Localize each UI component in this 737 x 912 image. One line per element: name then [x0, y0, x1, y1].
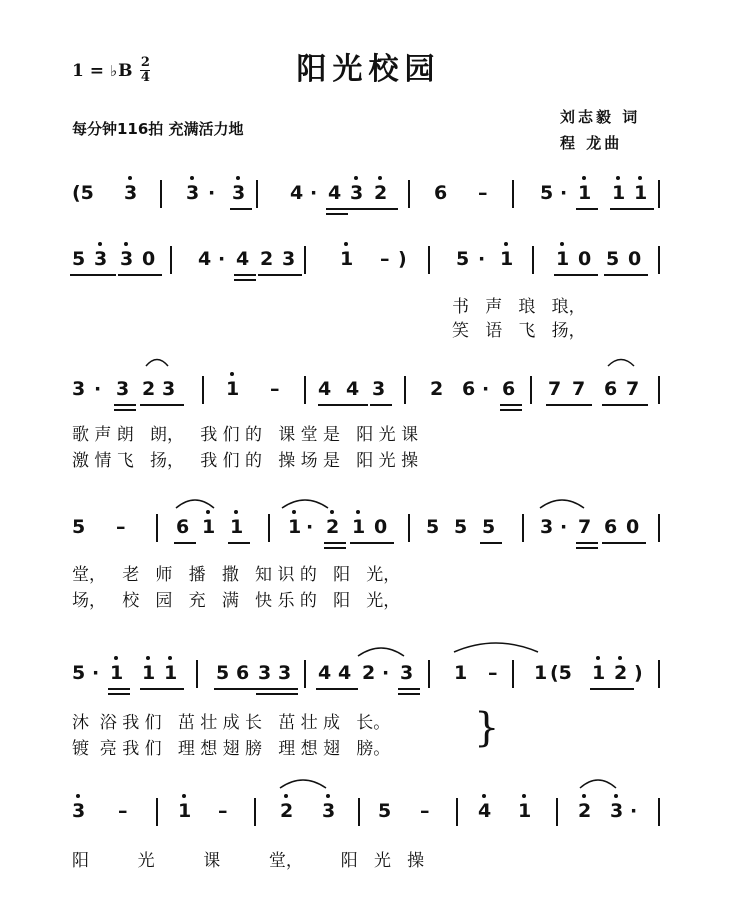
note: 1	[518, 800, 532, 822]
time-signature	[140, 56, 150, 85]
note: 0	[578, 248, 592, 270]
note: 0	[142, 248, 156, 270]
note: 5	[216, 662, 230, 684]
bar-line	[658, 798, 660, 826]
beam-line	[500, 404, 522, 406]
bar-line	[160, 180, 162, 208]
note: –	[478, 182, 488, 204]
note: 3	[94, 248, 108, 270]
note: 4	[236, 248, 250, 270]
key-prefix: 1 =	[72, 60, 104, 81]
flat-sign: ♭	[110, 61, 118, 80]
bar-line	[202, 376, 204, 404]
bar-line	[304, 660, 306, 688]
note: –	[218, 800, 228, 822]
note: –	[116, 516, 126, 538]
octave-dot	[76, 794, 80, 798]
beam-line	[316, 688, 358, 690]
note: 2	[142, 378, 156, 400]
note: ·	[630, 800, 638, 822]
note: 1	[352, 516, 366, 538]
lyric-s3-v1: 歌 声 朗 朗， 我 们 的 课 堂 是 阳 光 课	[72, 425, 419, 445]
octave-dot	[182, 794, 186, 798]
bar-line	[156, 514, 158, 542]
note: 1	[230, 516, 244, 538]
note: ·	[310, 182, 318, 204]
bar-line	[256, 180, 258, 208]
note: 5	[72, 248, 86, 270]
octave-dot	[330, 510, 334, 514]
bar-line	[358, 798, 360, 826]
bar-line	[658, 660, 660, 688]
octave-dot	[124, 242, 128, 246]
bar-line	[522, 514, 524, 542]
octave-dot	[146, 656, 150, 660]
beam-line	[546, 404, 592, 406]
octave-dot	[582, 794, 586, 798]
note: 4	[290, 182, 304, 204]
note: 5	[456, 248, 470, 270]
note: 4	[346, 378, 360, 400]
bar-line	[530, 376, 532, 404]
bar-line	[304, 376, 306, 404]
bar-line	[658, 376, 660, 404]
bar-line	[428, 660, 430, 688]
beam-line	[256, 688, 298, 690]
note: 4	[198, 248, 212, 270]
beam-line	[610, 208, 654, 210]
song-title: 阳光校园	[296, 52, 441, 87]
note: 1	[110, 662, 124, 684]
note: 1	[164, 662, 178, 684]
octave-dot	[616, 176, 620, 180]
note: 6	[176, 516, 190, 538]
note: 5	[72, 662, 86, 684]
bar-line	[404, 376, 406, 404]
beam-line	[214, 688, 256, 690]
note: 5	[72, 516, 86, 538]
bar-line	[556, 798, 558, 826]
bar-line	[428, 246, 430, 274]
note: 7	[578, 516, 592, 538]
octave-dot	[356, 510, 360, 514]
note: 3	[400, 662, 414, 684]
note: 3	[116, 378, 130, 400]
note: ·	[208, 182, 216, 204]
score-system-5	[0, 656, 737, 716]
note: 4	[318, 662, 332, 684]
beam-line	[348, 208, 398, 210]
beam-line-2	[234, 279, 256, 281]
beam-line	[370, 404, 392, 406]
beam-line	[602, 542, 646, 544]
note: 1	[288, 516, 302, 538]
beam-line	[230, 208, 252, 210]
note: 6	[604, 516, 618, 538]
tempo-marking: 每分钟116拍 充满活力地	[72, 120, 244, 138]
note: 2	[326, 516, 340, 538]
octave-dot	[522, 794, 526, 798]
time-top: 2	[140, 55, 150, 70]
octave-dot	[614, 794, 618, 798]
note: 1	[142, 662, 156, 684]
beam-line	[118, 274, 162, 276]
note: 2	[614, 662, 628, 684]
note: ·	[94, 378, 102, 400]
octave-dot	[234, 510, 238, 514]
octave-dot	[482, 794, 486, 798]
note: )	[634, 662, 643, 684]
note: –	[420, 800, 430, 822]
octave-dot	[596, 656, 600, 660]
beam-line-2	[324, 547, 346, 549]
bar-line	[196, 660, 198, 688]
note: 4	[478, 800, 492, 822]
beam-line	[326, 208, 348, 210]
bar-line	[156, 798, 158, 826]
lyric-s4-v1: 堂， 老 师 播 撒 知 识 的 阳 光，	[72, 565, 401, 585]
score-system-2	[0, 242, 737, 302]
octave-dot	[236, 176, 240, 180]
note: 5	[426, 516, 440, 538]
note: 4	[328, 182, 342, 204]
note: 4	[318, 378, 332, 400]
slur	[358, 648, 404, 656]
bar-line	[304, 246, 306, 274]
octave-dot	[326, 794, 330, 798]
slur	[580, 780, 616, 788]
note: 1	[178, 800, 192, 822]
note: 5	[540, 182, 554, 204]
bar-line	[658, 180, 660, 208]
beam-line-2	[256, 693, 298, 695]
lyric-s5-v2: 镀 亮 我 们 理 想 翅 膀 理 想 翅 膀。	[72, 739, 391, 759]
note: 6	[502, 378, 516, 400]
beam-line-2	[114, 409, 136, 411]
octave-dot	[190, 176, 194, 180]
note: 3	[258, 662, 272, 684]
lyric-s2-v1: 书 声 琅 琅，	[452, 297, 586, 317]
beam-line-2	[326, 213, 348, 215]
lyric-s5-v1: 沐 浴 我 们 茁 壮 成 长 茁 壮 成 长。	[72, 713, 391, 733]
beam-line	[324, 542, 346, 544]
note: 2	[578, 800, 592, 822]
octave-dot	[354, 176, 358, 180]
note: 3	[278, 662, 292, 684]
note: ·	[482, 378, 490, 400]
note: 7	[548, 378, 562, 400]
bar-line	[170, 246, 172, 274]
octave-dot	[378, 176, 382, 180]
beam-line	[576, 542, 598, 544]
octave-dot	[292, 510, 296, 514]
beam-line	[318, 404, 368, 406]
note: 1	[454, 662, 468, 684]
note: ·	[560, 182, 568, 204]
note: 1	[500, 248, 514, 270]
note: 0	[374, 516, 388, 538]
bar-line	[268, 514, 270, 542]
beam-line	[258, 274, 302, 276]
beam-line	[590, 688, 634, 690]
note: 3	[350, 182, 364, 204]
lyric-s3-v2: 激 情 飞 扬， 我 们 的 操 场 是 阳 光 操	[72, 451, 419, 471]
octave-dot	[284, 794, 288, 798]
key-note: B	[118, 60, 133, 81]
beam-line	[480, 542, 502, 544]
slur	[608, 360, 634, 367]
octave-dot	[638, 176, 642, 180]
note: 1	[592, 662, 606, 684]
note: 3	[232, 182, 246, 204]
note: 1	[202, 516, 216, 538]
slur	[282, 500, 328, 508]
note: 6	[462, 378, 476, 400]
beam-line-2	[500, 409, 522, 411]
bar-line	[512, 180, 514, 208]
bar-line	[658, 246, 660, 274]
note: 7	[572, 378, 586, 400]
beam-line	[398, 688, 420, 690]
lyric-s4-v2: 场， 校 园 充 满 快 乐 的 阳 光，	[72, 591, 401, 611]
bar-line	[658, 514, 660, 542]
score-system-6	[0, 794, 737, 854]
note: –	[270, 378, 280, 400]
beam-line	[234, 274, 256, 276]
note: )	[398, 248, 407, 270]
note: (5	[72, 182, 94, 204]
note: 3	[540, 516, 554, 538]
beam-line	[602, 404, 648, 406]
key-signature	[72, 56, 150, 85]
slur	[176, 500, 214, 508]
octave-dot	[98, 242, 102, 246]
note: 3	[322, 800, 336, 822]
note: 2	[374, 182, 388, 204]
beam-line	[114, 404, 136, 406]
tie	[454, 643, 538, 652]
octave-dot	[560, 242, 564, 246]
note: 1	[340, 248, 354, 270]
note: 3	[120, 248, 134, 270]
note: 2	[280, 800, 294, 822]
note: 3	[186, 182, 200, 204]
beam-line	[140, 688, 184, 690]
note: 3	[162, 378, 176, 400]
octave-dot	[582, 176, 586, 180]
beam-line	[140, 404, 184, 406]
note: ·	[306, 516, 314, 538]
note: 1	[534, 662, 548, 684]
lyric-s2-v2: 笑 语 飞 扬，	[452, 321, 586, 341]
note: 2	[430, 378, 444, 400]
time-bottom: 4	[140, 70, 150, 85]
note: ·	[382, 662, 390, 684]
note: 1	[556, 248, 570, 270]
beam-line	[174, 542, 196, 544]
note: 6	[236, 662, 250, 684]
beam-line-2	[108, 693, 130, 695]
bar-line	[456, 798, 458, 826]
note: 5	[606, 248, 620, 270]
note: –	[488, 662, 498, 684]
note: 5	[378, 800, 392, 822]
note: 2	[362, 662, 376, 684]
note: 1	[578, 182, 592, 204]
octave-dot	[168, 656, 172, 660]
note: 6	[434, 182, 448, 204]
lyric-s6-v1: 阳 光 课 堂， 阳 光 操	[72, 851, 425, 871]
note: (5	[550, 662, 572, 684]
bar-line	[532, 246, 534, 274]
note: –	[380, 248, 390, 270]
note: 3	[124, 182, 138, 204]
slur	[146, 360, 168, 367]
beam-line	[70, 274, 116, 276]
bar-line	[254, 798, 256, 826]
note: 1	[612, 182, 626, 204]
slur	[280, 780, 326, 788]
score-system-1	[0, 176, 737, 236]
note: 3	[610, 800, 624, 822]
note: 5	[454, 516, 468, 538]
note: ·	[92, 662, 100, 684]
beam-line-2	[398, 693, 420, 695]
octave-dot	[128, 176, 132, 180]
octave-dot	[504, 242, 508, 246]
note: 0	[628, 248, 642, 270]
note: 6	[604, 378, 618, 400]
note: ·	[218, 248, 226, 270]
octave-dot	[618, 656, 622, 660]
octave-dot	[230, 372, 234, 376]
note: 3	[72, 378, 86, 400]
note: 7	[626, 378, 640, 400]
note: 3	[72, 800, 86, 822]
beam-line	[350, 542, 394, 544]
beam-line	[604, 274, 648, 276]
verse-brace: }	[474, 705, 500, 751]
bar-line	[408, 180, 410, 208]
note: ·	[560, 516, 568, 538]
beam-line	[108, 688, 130, 690]
note: 2	[260, 248, 274, 270]
note: –	[118, 800, 128, 822]
beam-line	[576, 208, 598, 210]
note: 1	[634, 182, 648, 204]
slur	[540, 500, 584, 508]
note: 3	[282, 248, 296, 270]
octave-dot	[206, 510, 210, 514]
bar-line	[408, 514, 410, 542]
beam-line	[554, 274, 598, 276]
note: 3	[372, 378, 386, 400]
beam-line	[228, 542, 250, 544]
beam-line-2	[576, 547, 598, 549]
composer-credit: 程 龙曲	[560, 134, 623, 152]
note: 1	[226, 378, 240, 400]
note: 5	[482, 516, 496, 538]
bar-line	[512, 660, 514, 688]
octave-dot	[114, 656, 118, 660]
note: 0	[626, 516, 640, 538]
note: 4	[338, 662, 352, 684]
note: ·	[478, 248, 486, 270]
lyricist-credit: 刘志毅 词	[560, 108, 641, 126]
octave-dot	[344, 242, 348, 246]
